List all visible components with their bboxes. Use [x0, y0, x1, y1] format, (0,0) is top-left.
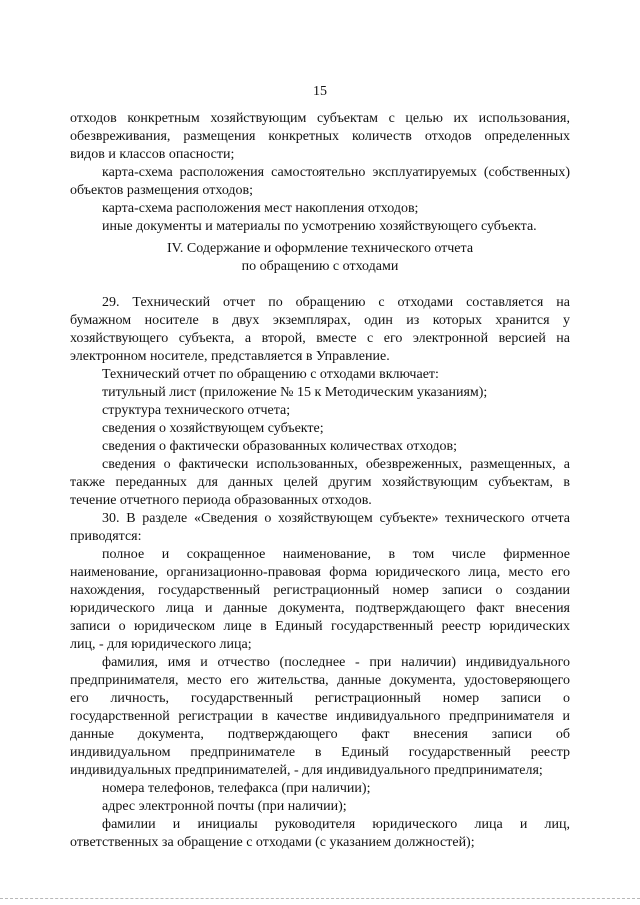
text-line: государственной регистрации в качестве индивидуального предпринимателя и — [70, 709, 570, 724]
text-line: индивидуальных предпринимателей, - для индивидуального предпринимателя; — [70, 763, 543, 778]
text-line: также переданных для данных целей другим хозяйствующим субъектам, в — [70, 475, 570, 490]
text-line: иные документы и материалы по усмотрению хозяйствующего субъекта. — [102, 219, 537, 234]
text-line: видов и классов опасности; — [70, 147, 235, 162]
text-line: объектов размещения отходов; — [70, 183, 254, 198]
text-line: адрес электронной почты (при наличии); — [102, 799, 347, 814]
text-line: 29. Технический отчет по обращению с отходами составляется на — [102, 295, 570, 310]
text-line: его личность, государственный регистрационный номер записи о — [70, 691, 570, 706]
text-line: лиц, - для юридического лица; — [70, 637, 252, 652]
text-line: бумажном носителе в двух экземплярах, один из которых хранится у — [70, 313, 570, 328]
text-line: карта-схема расположения самостоятельно эксплуатируемых (собственных) — [102, 165, 570, 180]
text-line: номера телефонов, телефакса (при наличии); — [102, 781, 371, 796]
text-line: сведения о фактически образованных количествах отходов; — [102, 439, 458, 454]
text-line: 30. В разделе «Сведения о хозяйствующем субъекте» технического отчета — [102, 511, 570, 526]
text-line: наименование, организационно-правовая форма юридического лица, место его — [70, 565, 570, 580]
text-line: ответственных за обращение с отходами (с указанием должностей); — [70, 835, 475, 850]
text-line: обезвреживания, размещения конкретных количеств отходов определенных — [70, 129, 570, 144]
text-line: структура технического отчета; — [102, 403, 291, 418]
section-heading — [70, 240, 570, 276]
text-line: титульный лист (приложение № 15 к Методическим указаниям); — [102, 385, 488, 400]
text-block-top — [70, 110, 570, 236]
text-line: фамилия, имя и отчество (последнее - при наличии) индивидуального — [102, 655, 570, 670]
section-heading-line2: по обращению с отходами — [241, 259, 399, 274]
text-line: приводятся: — [70, 529, 142, 544]
text-line: предпринимателя, место его жительства, данные документа, удостоверяющего — [70, 673, 570, 688]
text-line: полное и сокращенное наименование, в том числе фирменное — [102, 547, 570, 562]
text-line: отходов конкретным хозяйствующим субъектам с целью их использования, — [70, 111, 570, 126]
section-heading-line1: IV. Содержание и оформление технического отчета — [166, 241, 474, 256]
text-line: карта-схема расположения мест накопления отходов; — [102, 201, 419, 216]
text-line: сведения о фактически использованных, обезвреженных, размещенных, а — [102, 457, 570, 472]
text-line: хозяйствующего субъекта, а второй, вместе с его электронной версией на — [70, 331, 570, 346]
text-block-main — [70, 294, 570, 852]
text-line: данные документа, подтверждающего факт внесения записи об — [70, 727, 570, 742]
scan-edge-line — [0, 898, 640, 899]
text-line: записи о юридическом лице в Единый государственный реестр юридических — [70, 619, 570, 634]
text-line: нахождения, государственный регистрационный номер записи о создании — [70, 583, 570, 598]
text-line: сведения о хозяйствующем субъекте; — [102, 421, 324, 436]
text-line: течение отчетного периода образованных отходов. — [70, 493, 372, 508]
text-line: юридического лица и данные документа, подтверждающего факт внесения — [70, 601, 570, 616]
text-line: Технический отчет по обращению с отходами включает: — [102, 367, 439, 382]
text-line: электронном носителе, представляется в Управление. — [70, 349, 390, 364]
text-line: фамилии и инициалы руководителя юридического лица и лиц, — [102, 817, 570, 832]
page-number: 15 — [313, 84, 327, 99]
text-line: индивидуальном предпринимателе в Единый государственный реестр — [70, 745, 570, 760]
